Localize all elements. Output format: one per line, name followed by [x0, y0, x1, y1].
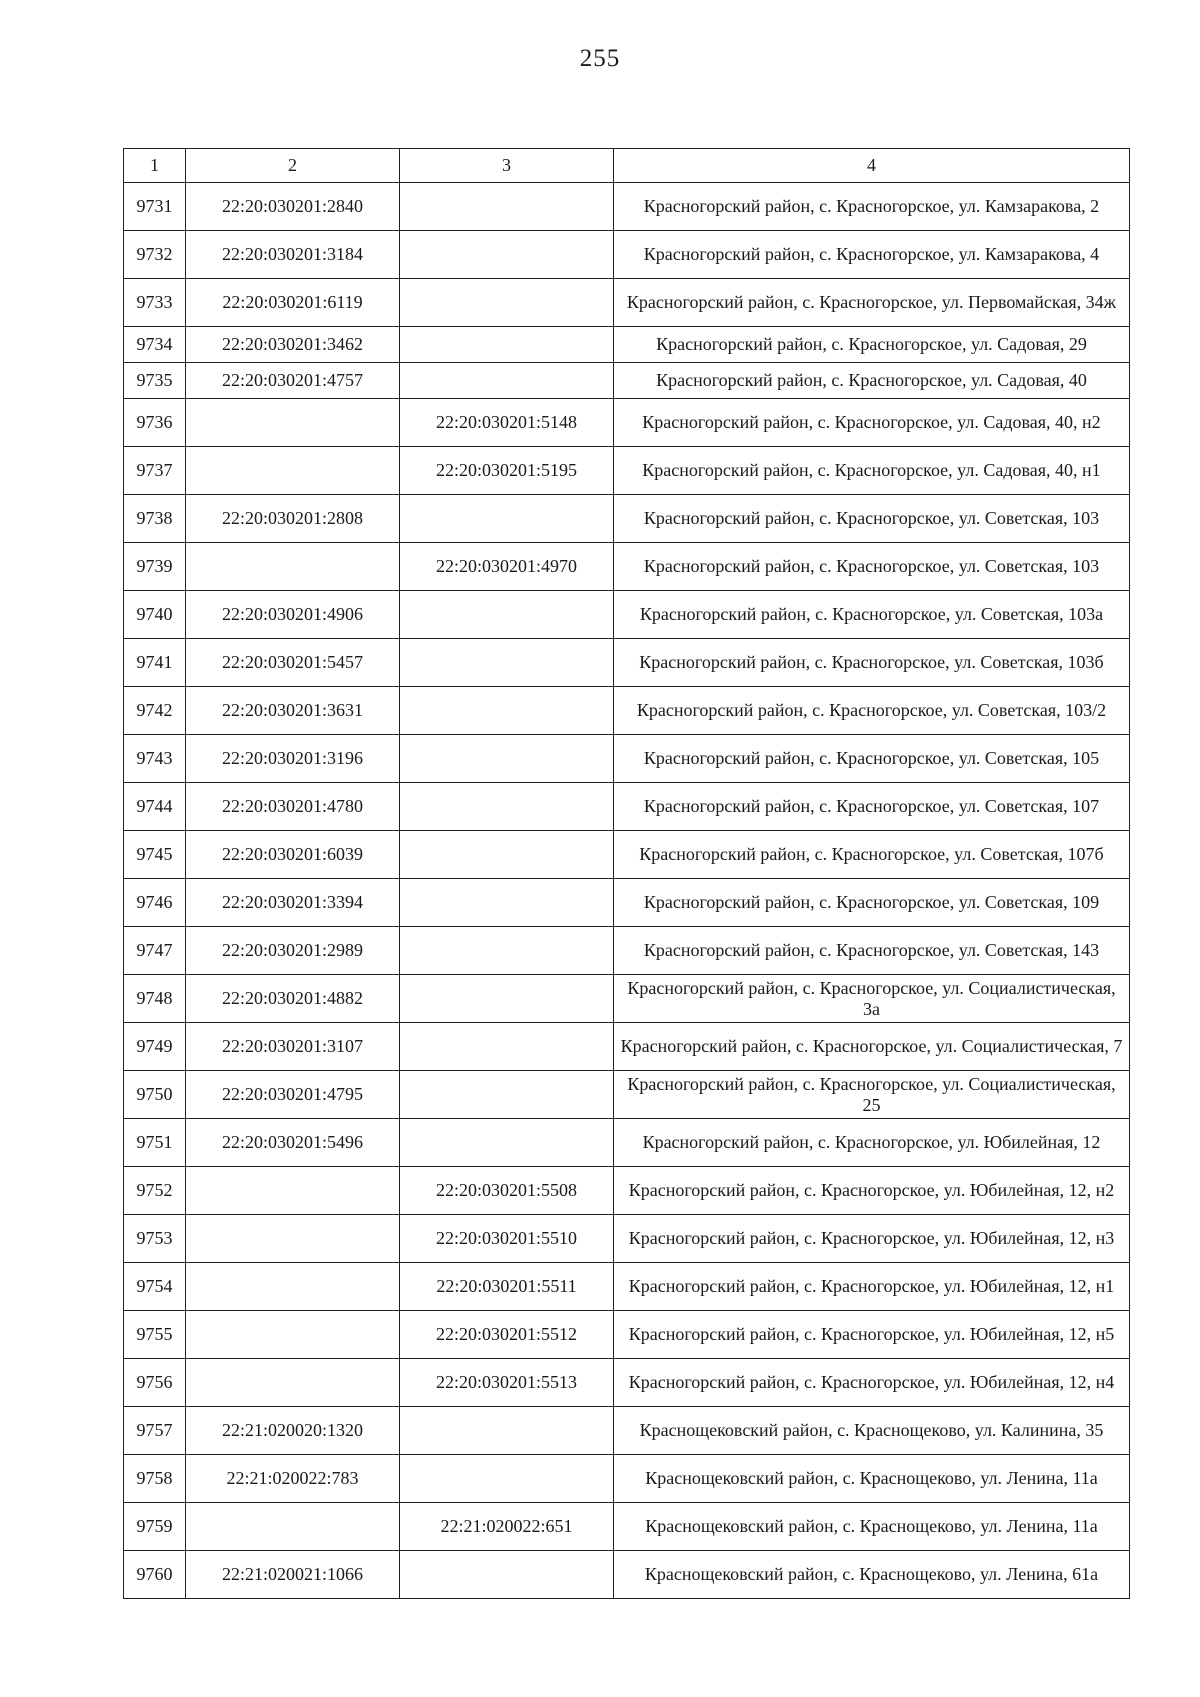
building-cadastral-number-cell: 22:20:030201:3394 [186, 879, 400, 927]
building-cadastral-number-cell: 22:21:020021:1066 [186, 1551, 400, 1599]
address-cell: Краснощековский район, с. Краснощеково, ул. Ленина, 11а [614, 1455, 1130, 1503]
building-cadastral-number-cell: 22:20:030201:5457 [186, 639, 400, 687]
address-cell: Красногорский район, с. Красногорское, ул. Социалистическая, 25 [614, 1071, 1130, 1119]
row-number-cell: 9749 [124, 1023, 186, 1071]
premises-cadastral-number-cell: 22:20:030201:5513 [400, 1359, 614, 1407]
table-body [124, 183, 1130, 1599]
address-cell: Красногорский район, с. Красногорское, ул. Социалистическая, 3а [614, 975, 1130, 1023]
premises-cadastral-number-cell: 22:20:030201:5508 [400, 1167, 614, 1215]
address-cell: Красногорский район, с. Красногорское, ул. Советская, 103б [614, 639, 1130, 687]
table-row [124, 447, 1130, 495]
address-cell: Красногорский район, с. Красногорское, ул. Советская, 109 [614, 879, 1130, 927]
row-number-cell: 9754 [124, 1263, 186, 1311]
address-cell: Красногорский район, с. Красногорское, ул. Садовая, 29 [614, 327, 1130, 363]
building-cadastral-number-cell: 22:20:030201:6119 [186, 279, 400, 327]
premises-cadastral-number-cell [400, 591, 614, 639]
premises-cadastral-number-cell [400, 363, 614, 399]
table-row [124, 1023, 1130, 1071]
row-number-cell: 9731 [124, 183, 186, 231]
building-cadastral-number-cell [186, 399, 400, 447]
table-row [124, 1551, 1130, 1599]
building-cadastral-number-cell [186, 447, 400, 495]
row-number-cell: 9739 [124, 543, 186, 591]
premises-cadastral-number-cell [400, 279, 614, 327]
row-number-cell: 9732 [124, 231, 186, 279]
building-cadastral-number-cell: 22:20:030201:6039 [186, 831, 400, 879]
row-number-cell: 9740 [124, 591, 186, 639]
premises-cadastral-number-cell: 22:20:030201:4970 [400, 543, 614, 591]
premises-cadastral-number-cell [400, 1119, 614, 1167]
building-cadastral-number-cell: 22:20:030201:2840 [186, 183, 400, 231]
address-cell: Красногорский район, с. Красногорское, ул. Юбилейная, 12, н2 [614, 1167, 1130, 1215]
premises-cadastral-number-cell [400, 639, 614, 687]
table-row [124, 1455, 1130, 1503]
row-number-cell: 9747 [124, 927, 186, 975]
table-row [124, 639, 1130, 687]
premises-cadastral-number-cell: 22:20:030201:5512 [400, 1311, 614, 1359]
building-cadastral-number-cell [186, 543, 400, 591]
table-row [124, 495, 1130, 543]
table-row [124, 1119, 1130, 1167]
table-row [124, 279, 1130, 327]
table-row [124, 975, 1130, 1023]
building-cadastral-number-cell: 22:20:030201:4780 [186, 783, 400, 831]
address-cell: Красногорский район, с. Красногорское, ул. Садовая, 40, н1 [614, 447, 1130, 495]
building-cadastral-number-cell: 22:20:030201:4795 [186, 1071, 400, 1119]
row-number-cell: 9757 [124, 1407, 186, 1455]
building-cadastral-number-cell: 22:20:030201:3462 [186, 327, 400, 363]
building-cadastral-number-cell [186, 1359, 400, 1407]
table-row [124, 399, 1130, 447]
page-number: 255 [579, 45, 621, 72]
row-number-cell: 9735 [124, 363, 186, 399]
premises-cadastral-number-cell [400, 1455, 614, 1503]
building-cadastral-number-cell: 22:20:030201:2989 [186, 927, 400, 975]
table-row [124, 927, 1130, 975]
address-cell: Краснощековский район, с. Краснощеково, ул. Ленина, 11а [614, 1503, 1130, 1551]
table-row [124, 543, 1130, 591]
premises-cadastral-number-cell: 22:21:020022:651 [400, 1503, 614, 1551]
premises-cadastral-number-cell: 22:20:030201:5511 [400, 1263, 614, 1311]
table-row [124, 327, 1130, 363]
premises-cadastral-number-cell [400, 1071, 614, 1119]
address-cell: Красногорский район, с. Красногорское, ул. Советская, 103 [614, 543, 1130, 591]
address-cell: Красногорский район, с. Красногорское, ул. Садовая, 40, н2 [614, 399, 1130, 447]
table-row [124, 879, 1130, 927]
table-row [124, 1167, 1130, 1215]
building-cadastral-number-cell: 22:20:030201:3196 [186, 735, 400, 783]
row-number-cell: 9742 [124, 687, 186, 735]
premises-cadastral-number-cell [400, 783, 614, 831]
column-header-1: 1 [124, 149, 186, 183]
building-cadastral-number-cell [186, 1215, 400, 1263]
premises-cadastral-number-cell [400, 687, 614, 735]
building-cadastral-number-cell: 22:21:020022:783 [186, 1455, 400, 1503]
row-number-cell: 9736 [124, 399, 186, 447]
table-header-row [124, 149, 1130, 183]
row-number-cell: 9752 [124, 1167, 186, 1215]
premises-cadastral-number-cell: 22:20:030201:5510 [400, 1215, 614, 1263]
building-cadastral-number-cell [186, 1503, 400, 1551]
table-row [124, 1263, 1130, 1311]
registry-table [123, 148, 1130, 1599]
row-number-cell: 9733 [124, 279, 186, 327]
address-cell: Красногорский район, с. Красногорское, ул. Юбилейная, 12, н3 [614, 1215, 1130, 1263]
address-cell: Красногорский район, с. Красногорское, ул. Советская, 103а [614, 591, 1130, 639]
table-row [124, 1071, 1130, 1119]
row-number-cell: 9744 [124, 783, 186, 831]
address-cell: Краснощековский район, с. Краснощеково, ул. Ленина, 61а [614, 1551, 1130, 1599]
premises-cadastral-number-cell: 22:20:030201:5148 [400, 399, 614, 447]
table-row [124, 591, 1130, 639]
premises-cadastral-number-cell [400, 975, 614, 1023]
row-number-cell: 9746 [124, 879, 186, 927]
address-cell: Красногорский район, с. Красногорское, ул. Юбилейная, 12, н4 [614, 1359, 1130, 1407]
building-cadastral-number-cell [186, 1311, 400, 1359]
building-cadastral-number-cell: 22:20:030201:3107 [186, 1023, 400, 1071]
building-cadastral-number-cell [186, 1167, 400, 1215]
premises-cadastral-number-cell [400, 1551, 614, 1599]
premises-cadastral-number-cell [400, 927, 614, 975]
table-row [124, 363, 1130, 399]
table-row [124, 831, 1130, 879]
row-number-cell: 9750 [124, 1071, 186, 1119]
building-cadastral-number-cell: 22:20:030201:4882 [186, 975, 400, 1023]
row-number-cell: 9760 [124, 1551, 186, 1599]
building-cadastral-number-cell: 22:20:030201:4757 [186, 363, 400, 399]
premises-cadastral-number-cell [400, 231, 614, 279]
address-cell: Красногорский район, с. Красногорское, ул. Социалистическая, 7 [614, 1023, 1130, 1071]
address-cell: Красногорский район, с. Красногорское, ул. Первомайская, 34ж [614, 279, 1130, 327]
building-cadastral-number-cell: 22:20:030201:4906 [186, 591, 400, 639]
premises-cadastral-number-cell [400, 183, 614, 231]
address-cell: Красногорский район, с. Красногорское, ул. Камзаракова, 2 [614, 183, 1130, 231]
premises-cadastral-number-cell: 22:20:030201:5195 [400, 447, 614, 495]
premises-cadastral-number-cell [400, 831, 614, 879]
row-number-cell: 9743 [124, 735, 186, 783]
table-row [124, 1215, 1130, 1263]
premises-cadastral-number-cell [400, 495, 614, 543]
address-cell: Красногорский район, с. Красногорское, ул. Камзаракова, 4 [614, 231, 1130, 279]
table-row [124, 687, 1130, 735]
column-header-3: 3 [400, 149, 614, 183]
building-cadastral-number-cell: 22:20:030201:5496 [186, 1119, 400, 1167]
premises-cadastral-number-cell [400, 879, 614, 927]
premises-cadastral-number-cell [400, 735, 614, 783]
address-cell: Красногорский район, с. Красногорское, ул. Советская, 107 [614, 783, 1130, 831]
table-row [124, 231, 1130, 279]
row-number-cell: 9737 [124, 447, 186, 495]
row-number-cell: 9751 [124, 1119, 186, 1167]
address-cell: Красногорский район, с. Красногорское, ул. Советская, 107б [614, 831, 1130, 879]
table-row [124, 183, 1130, 231]
building-cadastral-number-cell: 22:21:020020:1320 [186, 1407, 400, 1455]
column-header-2: 2 [186, 149, 400, 183]
table-row [124, 735, 1130, 783]
building-cadastral-number-cell [186, 1263, 400, 1311]
address-cell: Красногорский район, с. Красногорское, ул. Советская, 103 [614, 495, 1130, 543]
address-cell: Красногорский район, с. Красногорское, ул. Юбилейная, 12, н5 [614, 1311, 1130, 1359]
table-row [124, 1503, 1130, 1551]
building-cadastral-number-cell: 22:20:030201:2808 [186, 495, 400, 543]
address-cell: Красногорский район, с. Красногорское, ул. Советская, 103/2 [614, 687, 1130, 735]
column-header-4: 4 [614, 149, 1130, 183]
row-number-cell: 9755 [124, 1311, 186, 1359]
table-row [124, 1359, 1130, 1407]
address-cell: Красногорский район, с. Красногорское, ул. Советская, 105 [614, 735, 1130, 783]
table-row [124, 1311, 1130, 1359]
address-cell: Красногорский район, с. Красногорское, ул. Юбилейная, 12, н1 [614, 1263, 1130, 1311]
row-number-cell: 9748 [124, 975, 186, 1023]
row-number-cell: 9734 [124, 327, 186, 363]
address-cell: Красногорский район, с. Красногорское, ул. Садовая, 40 [614, 363, 1130, 399]
address-cell: Красногорский район, с. Красногорское, ул. Юбилейная, 12 [614, 1119, 1130, 1167]
premises-cadastral-number-cell [400, 1407, 614, 1455]
address-cell: Красногорский район, с. Красногорское, ул. Советская, 143 [614, 927, 1130, 975]
building-cadastral-number-cell: 22:20:030201:3184 [186, 231, 400, 279]
table-row [124, 783, 1130, 831]
premises-cadastral-number-cell [400, 327, 614, 363]
row-number-cell: 9756 [124, 1359, 186, 1407]
row-number-cell: 9758 [124, 1455, 186, 1503]
table-row [124, 1407, 1130, 1455]
row-number-cell: 9738 [124, 495, 186, 543]
row-number-cell: 9759 [124, 1503, 186, 1551]
row-number-cell: 9741 [124, 639, 186, 687]
row-number-cell: 9753 [124, 1215, 186, 1263]
premises-cadastral-number-cell [400, 1023, 614, 1071]
building-cadastral-number-cell: 22:20:030201:3631 [186, 687, 400, 735]
row-number-cell: 9745 [124, 831, 186, 879]
address-cell: Краснощековский район, с. Краснощеково, ул. Калинина, 35 [614, 1407, 1130, 1455]
